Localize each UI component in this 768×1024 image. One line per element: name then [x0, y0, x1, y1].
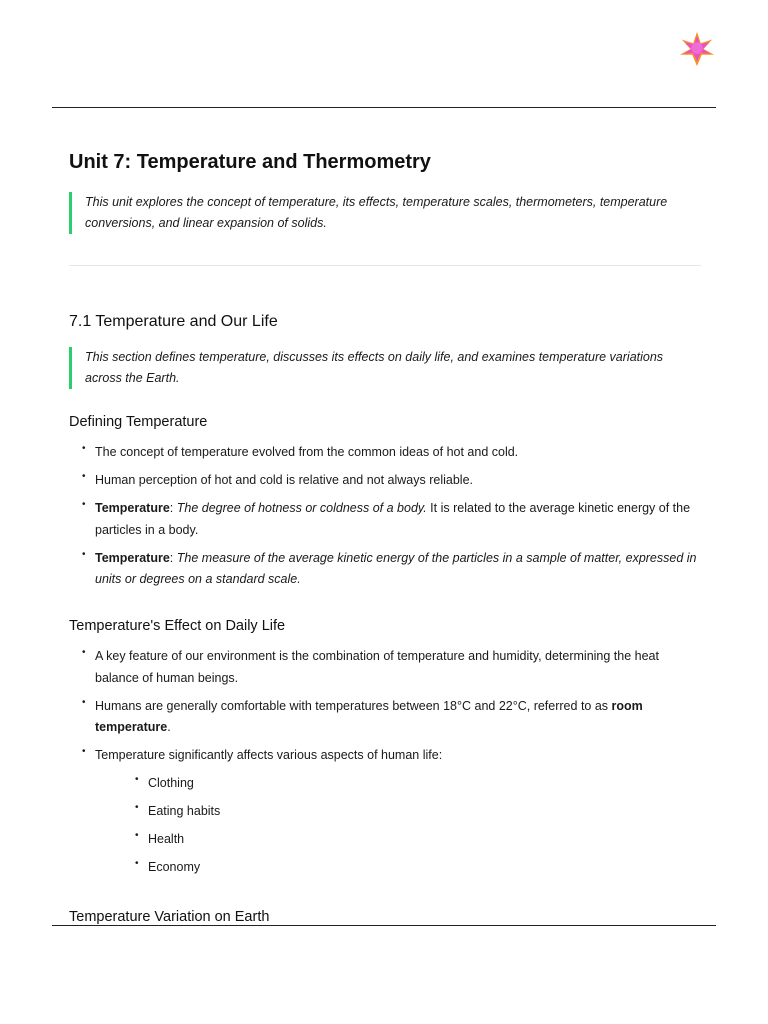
sub-list-item: • Economy [122, 857, 701, 879]
next-heading-cut: Temperature Variation on Earth [69, 909, 270, 925]
effect-heading: Temperature's Effect on Daily Life [69, 618, 286, 634]
sub-list-item: • Health [122, 829, 701, 851]
defining-list [69, 442, 701, 597]
list-item: • Human perception of hot and cold is relative and not always reliable. [69, 470, 701, 492]
list-item: • The concept of temperature evolved from the common ideas of hot and cold. [69, 442, 701, 464]
list-item: • Temperature: The degree of hotness or coldness of a body. It is related to the average kinetic energy of the particles in a body. [69, 498, 701, 541]
defining-heading: Defining Temperature [69, 414, 208, 430]
effect-list [69, 646, 701, 885]
section-summary-callout [69, 347, 701, 389]
section-divider [69, 265, 701, 266]
footer-rule [52, 925, 716, 926]
star-badge-icon [678, 30, 716, 68]
unit-summary: This unit explores the concept of temperature, its effects, temperature scales, thermometers, temperature conversions, and linear expansion of solids. [85, 195, 668, 230]
page-content [52, 108, 716, 925]
section-title: 7.1 Temperature and Our Life [69, 313, 278, 330]
sub-list-item: • Eating habits [122, 801, 701, 823]
effect-sublist [95, 773, 701, 879]
section-summary: This section defines temperature, discusses its effects on daily life, and examines temperature variations across the Earth. [85, 350, 664, 385]
unit-title: Unit 7: Temperature and Thermometry [69, 151, 431, 173]
list-item: • Humans are generally comfortable with temperatures between 18°C and 22°C, referred to as room temperature. [69, 696, 701, 739]
sub-list-item: • Clothing [122, 773, 701, 795]
list-item: • Temperature: The measure of the average kinetic energy of the particles in a sample of matter, expressed in units or degrees on a standard scale. [69, 548, 701, 591]
list-item: • A key feature of our environment is the combination of temperature and humidity, determining the heat balance of human beings. [69, 646, 701, 689]
list-item: • Temperature significantly affects various aspects of human life: • Clothing • Eating habits • Health • Economy [69, 745, 701, 878]
unit-summary-callout [69, 192, 701, 234]
